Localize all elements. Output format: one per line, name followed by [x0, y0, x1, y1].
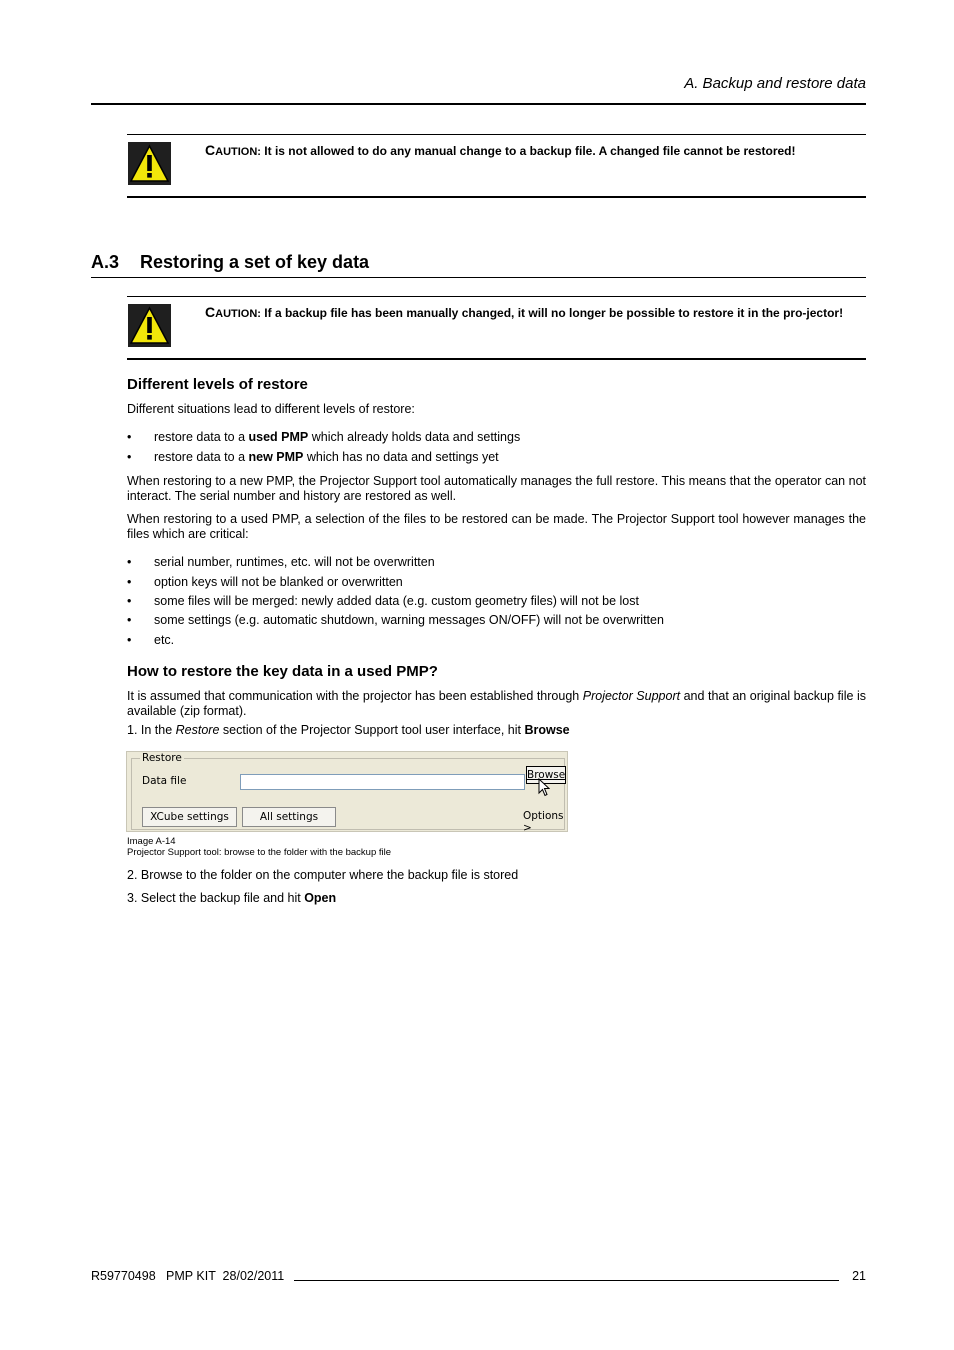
caution-text	[205, 304, 866, 322]
caution-text	[205, 142, 866, 160]
step-1: 1. In the Restore section of the Projector Support tool user interface, hit Browse	[127, 723, 570, 737]
section-rule	[91, 277, 866, 278]
xcube-settings-button[interactable]: XCube settings	[142, 807, 237, 827]
browse-button[interactable]: Browse	[526, 766, 566, 784]
levels-intro: Different situations lead to different levels of restore:	[127, 402, 415, 416]
footer-doc-code: R59770498 PMP KIT 28/02/2011	[91, 1269, 285, 1283]
section-number: A.3	[91, 252, 120, 272]
section-title: Restoring a set of key data	[140, 252, 370, 272]
caution-box-2	[127, 296, 866, 360]
options-button[interactable]: Options >	[523, 810, 564, 834]
all-settings-button[interactable]: All settings	[242, 807, 336, 827]
warning-icon	[128, 142, 171, 185]
howto-intro: It is assumed that communication with the projector has been established through Projector Support and that an original backup file is available (zip format).	[127, 689, 866, 718]
image-id: Image A-14	[127, 836, 176, 847]
caution-label: CAUTION:	[205, 304, 261, 320]
image-caption: Projector Support tool: browse to the folder with the backup file	[127, 847, 392, 858]
step-3: 3. Select the backup file and hit Open	[127, 891, 337, 905]
data-file-label: Data file	[142, 775, 187, 787]
paragraph-new-pmp: When restoring to a new PMP, the Projector Support tool automatically manages the full restore. This means that the operator can not interact. The serial number and history are restored as well.	[127, 474, 866, 503]
warning-icon	[128, 304, 171, 347]
data-file-input[interactable]	[240, 774, 525, 790]
footer-rule	[294, 1280, 839, 1281]
paragraph-used-pmp: When restoring to a used PMP, a selection of the files to be restored can be made. The Projector Support tool however manages the files which are critical:	[127, 512, 866, 541]
caution-box-1	[127, 134, 866, 198]
restore-panel-screenshot	[126, 751, 568, 832]
caution-message: If a backup file has been manually changed, it will no longer be possible to restore it in the pro-jector!	[264, 306, 844, 320]
page-number: 21	[852, 1269, 866, 1283]
running-header-title: A. Backup and restore data	[684, 75, 866, 92]
restore-group-label: Restore	[142, 752, 182, 764]
subheading-levels: Different levels of restore	[127, 376, 308, 393]
caution-message: It is not allowed to do any manual change to a backup file. A changed file cannot be restored!	[264, 144, 796, 158]
restore-group	[131, 752, 565, 834]
mouse-pointer-icon	[538, 778, 550, 797]
header-rule	[91, 103, 866, 105]
subheading-howto: How to restore the key data in a used PMP?	[127, 663, 438, 680]
step-2: 2. Browse to the folder on the computer where the backup file is stored	[127, 868, 519, 882]
caution-label: CAUTION:	[205, 142, 261, 158]
